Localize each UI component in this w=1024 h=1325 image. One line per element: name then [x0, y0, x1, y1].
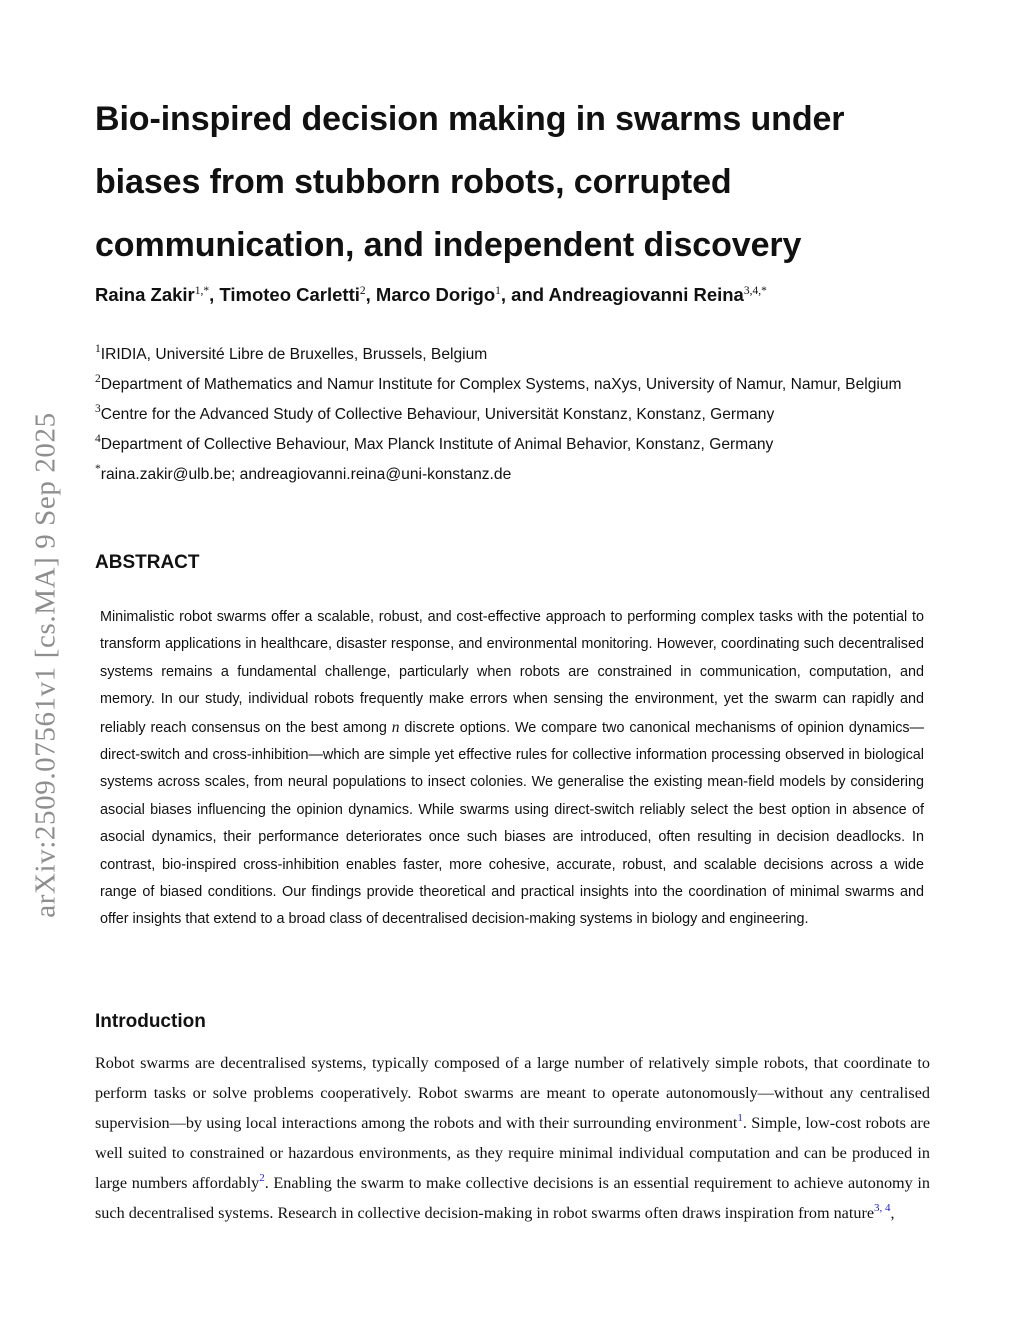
affiliation-mark: *	[95, 463, 101, 475]
author-name: Marco Dorigo	[375, 284, 496, 305]
introduction-body	[95, 1048, 930, 1228]
introduction-heading: Introduction	[95, 1011, 206, 1032]
math-symbol-n: n	[391, 718, 400, 736]
affiliation-mark: 4	[95, 433, 101, 445]
author-name: Andreagiovanni Reina	[548, 284, 744, 305]
abstract-text: discrete options. We compare two canonical mechanisms of opinion dynamics—direct-switch and cross-inhibition—which are simple yet effective rules for collective information processing observed in biological systems across scales, from neural populations to insect colonies. We generalise the existing mean-field models by considering asocial biases influencing the opinion dynamics. While swarms using direct-switch reliably select the best option in absence of asocial dynamics, their performance deteriorates once such biases are introduced, often resulting in decision deadlocks. In contrast, bio-inspired cross-inhibition enables faster, more cohesive, accurate, robust, and scalable decisions across a wide range of biased conditions. Our findings provide theoretical and practical insights into the coordination of minimal swarms and offer insights that extend to a broad class of decentralised decision-making systems in biology and engineering.	[100, 719, 925, 928]
intro-text: ,	[890, 1204, 895, 1222]
intro-text: Robot swarms are decentralised systems, typically composed of a large number of relatively simple robots, that coordinate to perform tasks or solve problems cooperatively. Robot swarms are meant to operate autonomously—without any centralised supervision—by using local interactions among the robots and with their surrounding environment	[95, 1054, 930, 1132]
author-list	[95, 284, 767, 306]
intro-text: . Enabling the swarm to make collective decisions is an essential requirement to achieve autonomy in such decentralised systems. Research in collective decision-making in robot swarms often draws inspiration from nature	[95, 1174, 930, 1222]
citation-link[interactable]: 1	[737, 1112, 743, 1124]
affiliation-item	[95, 370, 925, 400]
paper-title: Bio-inspired decision making in swarms under biases from stubborn robots, corrupted communication, and independent discovery	[95, 100, 845, 264]
affiliation-item	[95, 400, 925, 430]
affiliation-text: Department of Collective Behaviour, Max Planck Institute of Animal Behavior, Konstanz, Germany	[100, 436, 774, 453]
author-name: Raina Zakir	[95, 284, 195, 305]
author-affiliation-mark: 2	[359, 285, 366, 297]
author-affiliation-mark: 1	[495, 285, 501, 297]
affiliation-list	[95, 340, 925, 490]
corresponding-email	[95, 460, 925, 490]
intro-text: . Simple, low-cost robots are well suited to constrained or hazardous environments, as they require minimal individual computation and can be produced in large numbers affordably	[95, 1114, 930, 1192]
affiliation-item	[95, 340, 925, 370]
citation-link[interactable]: 3, 4	[874, 1202, 891, 1214]
affiliation-item	[95, 430, 925, 460]
affiliation-text: Centre for the Advanced Study of Collective Behaviour, Universität Konstanz, Konstanz, Germany	[100, 406, 775, 423]
affiliation-text: Department of Mathematics and Namur Institute for Complex Systems, naXys, University of Namur, Namur, Belgium	[100, 376, 902, 393]
affiliation-mark: 3	[95, 403, 101, 415]
abstract-body	[100, 604, 924, 934]
author-affiliation-mark: 1,*	[194, 285, 210, 297]
abstract-heading: ABSTRACT	[95, 552, 200, 573]
email-text: raina.zakir@ulb.be; andreagiovanni.reina@uni-konstanz.de	[100, 466, 512, 483]
author-separator: ,	[365, 284, 376, 305]
abstract-text: Minimalistic robot swarms offer a scalable, robust, and cost-effective approach to performing complex tasks with the potential to transform applications in healthcare, disaster response, and environmental monitoring. However, coordinating such decentralised systems remains a fundamental challenge, particularly when robots are constrained in communication, computation, and memory. In our study, individual robots frequently make errors when sensing the environment, yet the swarm can rapidly and reliably reach consensus on the best among	[100, 609, 924, 736]
arxiv-identifier-stamp: arXiv:2509.07561v1 [cs.MA] 9 Sep 2025	[29, 412, 62, 918]
affiliation-mark: 1	[95, 343, 101, 355]
author-affiliation-mark: 3,4,*	[743, 285, 767, 297]
affiliation-text: IRIDIA, Université Libre de Bruxelles, Brussels, Belgium	[100, 346, 488, 363]
citation-link[interactable]: 2	[259, 1172, 265, 1184]
affiliation-mark: 2	[95, 373, 101, 385]
author-separator: , and	[500, 284, 549, 305]
author-name: Timoteo Carletti	[219, 284, 360, 305]
author-separator: ,	[209, 284, 220, 305]
